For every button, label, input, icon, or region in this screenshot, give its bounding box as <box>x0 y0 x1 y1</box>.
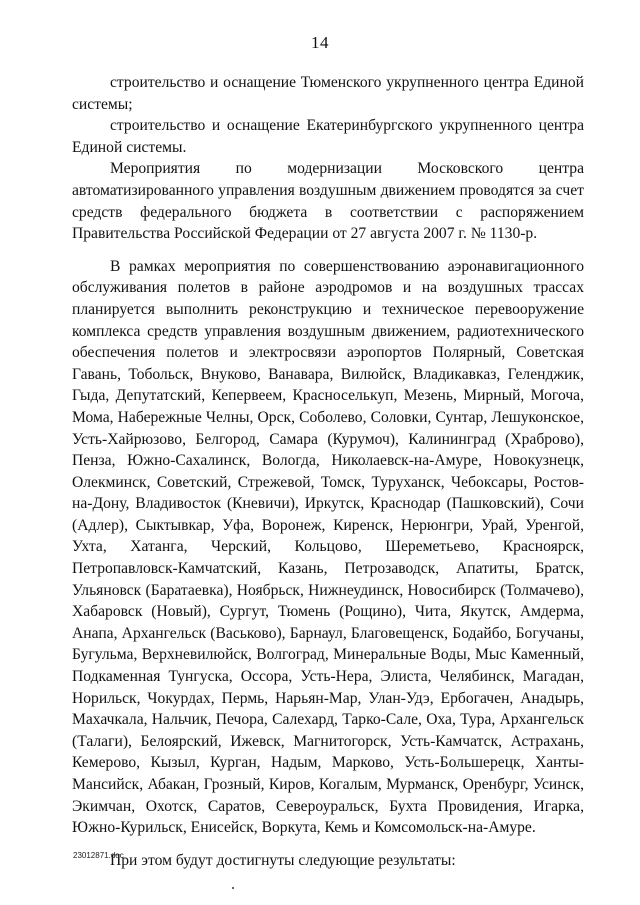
paragraph-4: В рамках мероприятия по совершенствованию аэронавигационного обслуживания полетов в районе аэродромов и на воздушных трассах планируется выполнить реконструкцию и техническое перевооружение комплекса средств управления воздушным движением, радиотехнического обеспечения полетов и электросвязи аэропортов Полярный, Советская Гавань, Тобольск, Внуково, Ванавара, Вилюйск, Владикавказ, Геленджик, Гыда, Депутатский, Кепервеем, Красноселькуп, Мезень, Мирный, Могоча, Мома, Набережные Челны, Орск, Соболево, Соловки, Сунтар, Лешуконское, Усть-Хайрюзово, Белгород, Самара (Курумоч), Калининград (Храброво), Пенза, Южно-Сахалинск, Вологда, Николаевск-на-Амуре, Новокузнецк, Олекминск, Советский, Стрежевой, Томск, Туруханск, Чебоксары, Ростов-на-Дону, Владивосток (Кневичи), Иркутск, Краснодар (Пашковский), Сочи (Адлер), Сыктывкар, Уфа, Воронеж, Киренск, Нерюнгри, Урай, Уренгой, Ухта, Хатанга, Черский, Кольцово, Шереметьево, Красноярск, Петропавловск-Камчатский, Казань, Петрозаводск, Апатиты, Братск, Ульяновск (Баратаевка), Ноябрьск, Нижнеудинск, Новосибирск (Толмачево), Хабаровск (Новый), Сургут, Тюмень (Рощино), Чита, Якутск, Амдерма, Анапа, Архангельск (Васьково), Барнаул, Благовещенск, Бодайбо, Богучаны, Бугульма, Верхневилюйск, Волгоград, Минеральные Воды, Мыс Каменный, Подкаменная Тунгуска, Оссора, Усть-Нера, Элиста, Челябинск, Магадан, Норильск, Чокурдах, Пермь, Нарьян-Мар, Улан-Удэ, Ербогачен, Анадырь, Махачкала, Нальчик, Печора, Салехард, Тарко-Сале, Оха, Тура, Архангельск (Талаги), Белоярский, Ижевск, Магнитогорск, Усть-Камчатск, Астрахань, Кемерово, Кызыл, Курган, Надым, Марково, Усть-Большерецк, Ханты-Мансийск, Абакан, Грозный, Киров, Когалым, Мурманск, Оренбург, Усинск, Экимчан, Охотск, Саратов, Североуральск, Бухта Провидения, Игарка, Южно-Курильск, Енисейск, Воркута, Кемь и Комсомольск-на-Амуре. <box>72 257 584 837</box>
paragraph-1: строительство и оснащение Тюменского укрупненного центра Единой системы; <box>72 74 584 113</box>
scan-speck <box>232 887 234 889</box>
paragraph-2: строительство и оснащение Екатеринбургского укрупненного центра Единой системы. <box>72 117 584 156</box>
body-text <box>72 72 584 871</box>
footer-doc-id: 23012871.doc <box>73 851 124 860</box>
paragraph-5: При этом будут достигнуты следующие результаты: <box>110 851 456 869</box>
paragraph-3: Мероприятия по модернизации Московского центра автоматизированного управления воздушным движением проводятся за счет средств федерального бюджета в соответствии с распоряжением Правительства Российской Федерации от 27 августа 2007 г. № 1130-р. <box>72 160 584 243</box>
page-number: 14 <box>311 33 329 52</box>
